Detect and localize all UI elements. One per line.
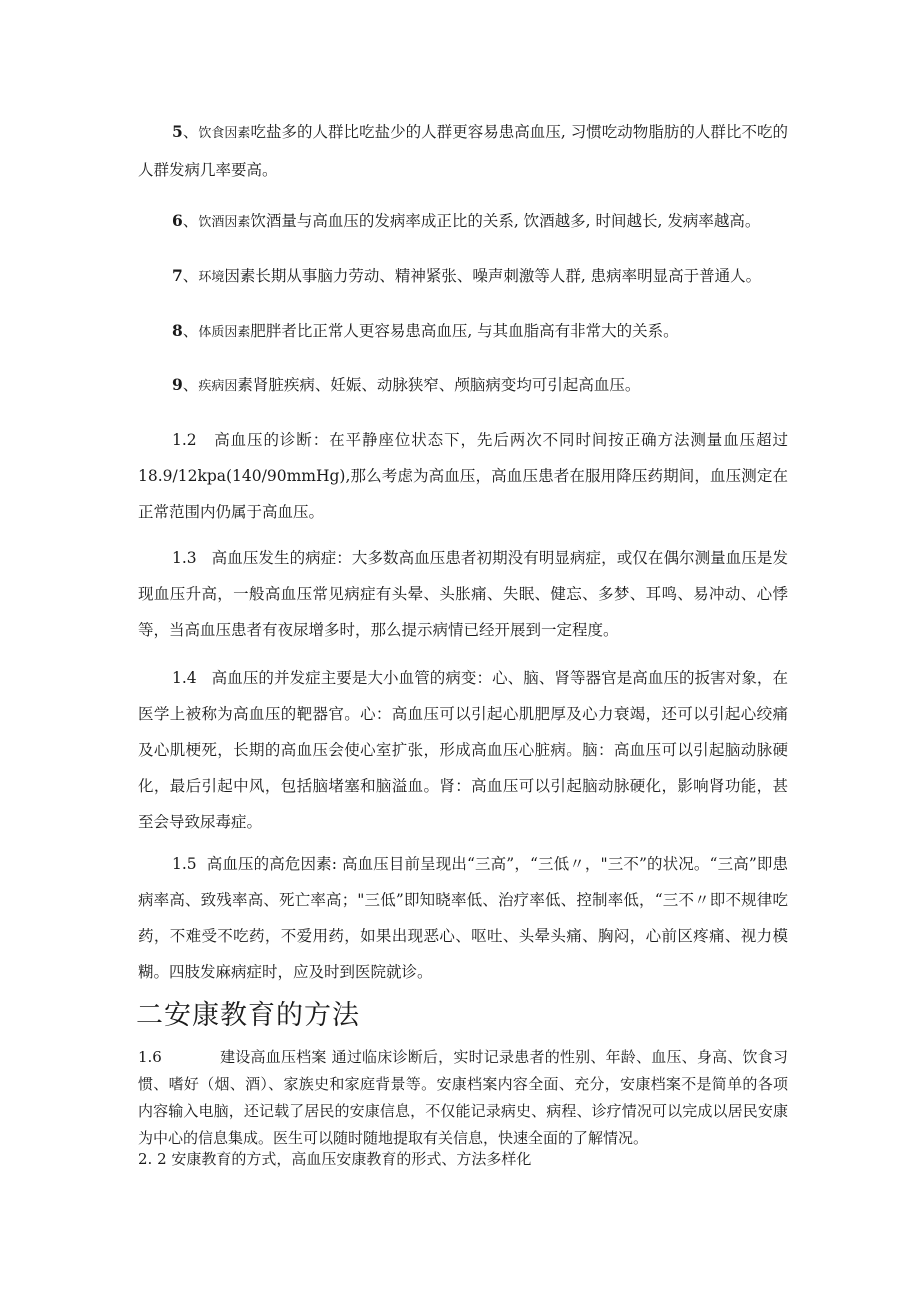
section-number: 1.2 — [172, 431, 197, 449]
factor-separator: 、 — [182, 322, 199, 340]
factor-separator: 、 — [182, 376, 199, 394]
factor-label: 环境 — [198, 270, 225, 285]
section-text: 高血压发生的病症：大多数高血压患者初期没有明显病症，或仅在偶尔测量血压是发现血压升高，一般高血压常见病症有头晕、头胀痛、失眠、健忘、多梦、耳鸣、易冲动、心悸等，当高血压患者有夜尿增多时，那么提示病情已经开展到一定程度。 — [138, 549, 788, 639]
factor-number: 9 — [172, 375, 183, 394]
factor-number: 5 — [172, 122, 183, 141]
factor-paragraph — [138, 313, 788, 351]
section-paragraph — [138, 422, 788, 530]
method-paragraph — [138, 1044, 788, 1152]
section-heading: 二安康教育的方法 — [136, 1000, 360, 1031]
factor-separator: 、 — [182, 123, 199, 141]
factor-number: 7 — [172, 266, 183, 285]
method-paragraph — [138, 1146, 788, 1173]
section-paragraph — [138, 540, 788, 648]
factor-text: 素肾脏疾病、妊娠、动脉狭窄、颅脑病变均可引起高血压。 — [237, 376, 641, 394]
section-number: 1.5 — [172, 855, 197, 873]
factor-label: 体质因素 — [198, 325, 251, 340]
factor-text: 因素长期从事脑力劳动、精神紧张、噪声刺激等人群, 患病率明显高于普通人。 — [224, 267, 762, 285]
factor-text: 肥胖者比正常人更容易患高血压, 与其血脂高有非常大的关系。 — [250, 322, 679, 340]
section-number: 1.3 — [172, 549, 197, 567]
method-number: 2. 2 — [138, 1150, 167, 1168]
factor-paragraph — [138, 367, 788, 405]
factor-paragraph — [138, 203, 788, 241]
factor-text: 吃盐多的人群比吃盐少的人群更容易患高血压, 习惯吃动物脂肪的人群比不吃的人群发病几率要高。 — [138, 123, 788, 179]
factor-number: 8 — [172, 321, 183, 340]
section-number: 1.4 — [172, 669, 197, 687]
method-number: 1.6 — [138, 1048, 162, 1066]
factor-separator: 、 — [182, 212, 199, 230]
section-paragraph — [138, 846, 788, 990]
section-text: 高血压的诊断：在平静座位状态下，先后两次不同时间按正确方法测量血压超过18.9/12kpa(140/90mmHg),那么考虑为高血压，高血压患者在服用降压药期间，血压测定在正常范围内仍属于高血压。 — [138, 431, 788, 521]
factor-number: 6 — [172, 211, 183, 230]
factor-label: 饮酒因素 — [198, 215, 251, 230]
factor-text: 饮酒量与高血压的发病率成正比的关系, 饮酒越多, 时间越长, 发病率越高。 — [250, 212, 761, 230]
section-text: 高血压的高危因素: 高血压目前呈现出“三高”，“三低〃，"三不”的状况。“三高”即患病率高、致残率高、死亡率高；"三低”即知晓率低、治疗率低、控制率低，“三不〃即不规律吃药，不难受不吃药，不爱用药，如果出现恶心、呕吐、头晕头痛、胸闷，心前区疼痛、视力模糊。四肢发麻病症时，应及时到医院就诊。 — [138, 855, 789, 981]
method-text: 建设高血压档案 通过临床诊断后，实时记录患者的性别、年龄、血压、身高、饮食习惯、嗜好（烟、酒）、家族史和家庭背景等。安康档案内容全面、充分，安康档案不是简单的各项内容输入电脑，还记载了居民的安康信息，不仅能记录病史、病程、诊疗情况可以完成以居民安康为中心的信息集成。医生可以随时随地提取有关信息，快速全面的了解情况。 — [138, 1048, 788, 1147]
factor-separator: 、 — [182, 267, 199, 285]
factor-label: 疾病因 — [198, 379, 238, 394]
factor-paragraph — [138, 114, 788, 188]
factor-label: 饮食因素 — [198, 126, 251, 141]
section-text: 高血压的并发症主要是大小血管的病变：心、脑、肾等器官是高血压的扳害对象，在医学上被称为高血压的靶器官。心：高血压可以引起心肌肥厚及心力衰竭，还可以引起心绞痛及心肌梗死，长期的高血压会使心室扩张，形成高血压心脏病。脑：高血压可以引起脑动脉硬化，最后引起中风，包括脑堵塞和脑溢血。肾：高血压可以引起脑动脉硬化，影响肾功能，甚至会导致尿毒症。 — [138, 669, 788, 831]
section-paragraph — [138, 660, 788, 840]
method-text: 安康教育的方式，高血压安康教育的形式、方法多样化 — [171, 1150, 532, 1168]
factor-paragraph — [138, 258, 788, 296]
